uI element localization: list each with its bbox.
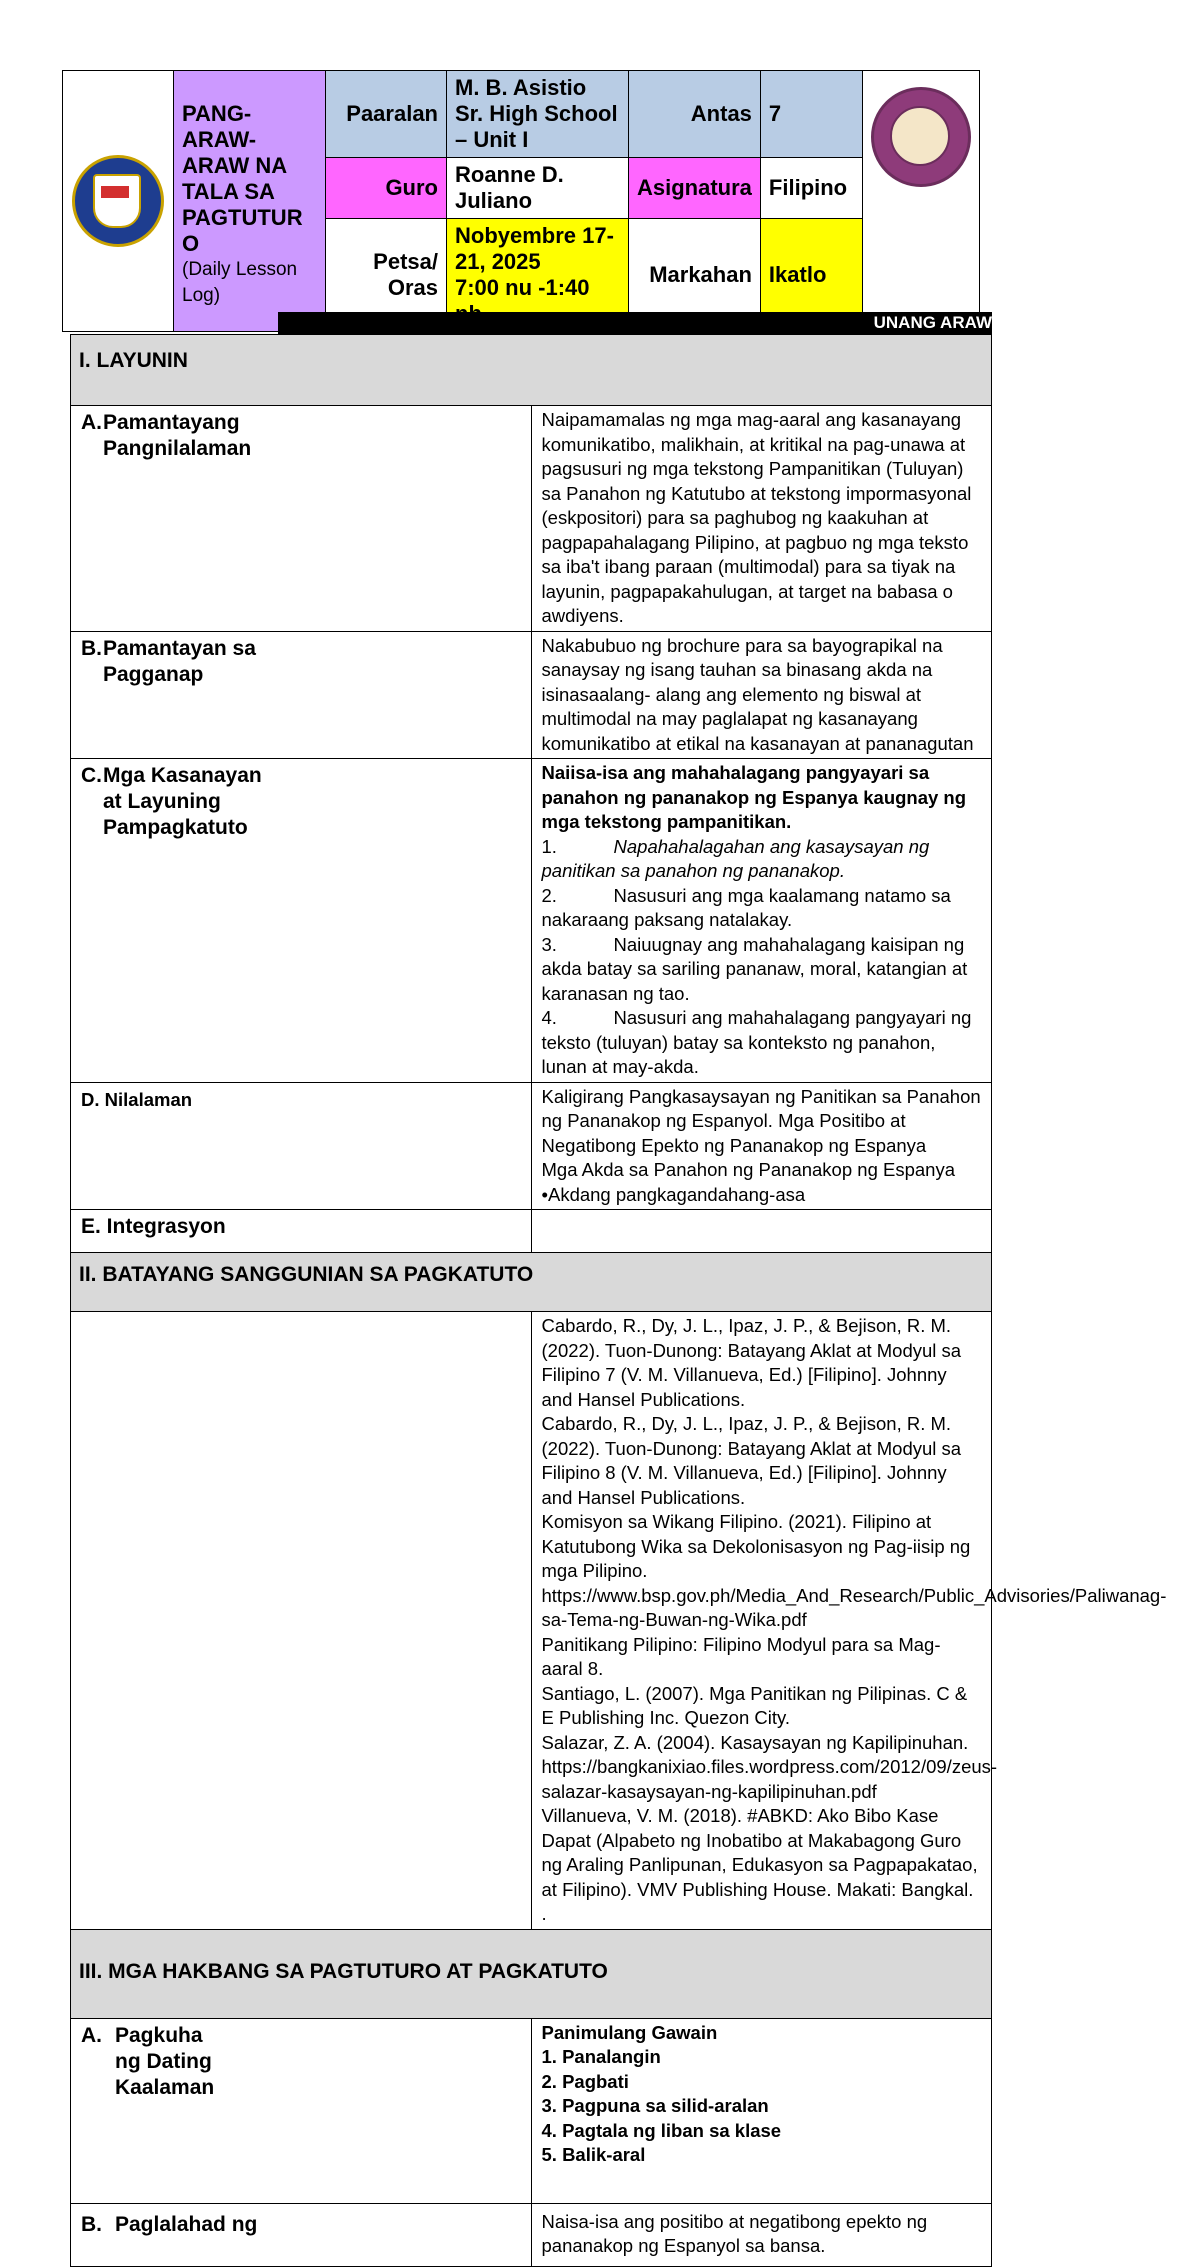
dll-subtitle: (Daily Lesson Log) [182,259,298,306]
c-item: 4. Nasusuri ang mahahalagang pangyayari ng teksto (tuluyan) batay sa konteksto ng panahon, lunan at may-akda. [541,1007,972,1077]
references-list [531,1312,1167,1930]
row-letter: C. [81,764,102,787]
row-b-label [71,631,532,759]
row-letter: B. [81,636,102,660]
c-item: 3. Naiuugnay ang mahahalagang kaisipan ng akda batay sa sariling pananaw, moral, katangian at karanasan ng tao. [541,933,968,1004]
row-e-text [531,1210,992,1253]
row-letter: A. [81,2023,102,2047]
petsa-date: Nobyembre 17-21, 2025 [455,223,614,274]
d-line: •Akdang pangkagandahang-asa [541,1183,806,1205]
reference-item: Komisyon sa Wikang Filipino. (2021). Filipino at Katutubong Wika sa Dekolonisasyon ng Pag-iisip ng mga Pilipino. [541,1511,971,1581]
c-item: 1. Napahahalagahan ang kasaysayan ng panitikan sa panahon ng pananakop. [541,835,930,881]
row-letter: A. [81,411,102,434]
dll-title [174,71,326,332]
step-a-item: 5. Balik-aral [541,2144,646,2165]
section-layunin: I. LAYUNIN [71,335,992,406]
row-title: Pamantayan sa Pagganap [103,636,256,686]
reference-item: Panitikang Pilipino: Filipino Modyul para sa Mag-aaral 8. [541,1633,941,1679]
guro-value: Roanne D. Juliano [447,158,629,219]
paaralan-value: M. B. Asistio Sr. High School – Unit I [447,71,629,158]
petsa-time: 7:00 nu -1:40 [455,275,590,300]
dll-title-line: TALA SA [182,179,275,204]
guro-label: Guro [326,158,447,219]
antas-label: Antas [629,71,761,158]
header-table [62,70,980,332]
lesson-table [70,334,1167,2267]
reference-link[interactable]: https://bangkanixiao.files.wordpress.com/2012/09/zeus-salazar-kasaysayan-ng-kapilipinuhan.pdf [541,1756,998,1802]
row-b-text: Nakabubuo ng brochure para sa bayograpikal na sanaysay ng isang tauhan sa binasang akda na isinasaalang- alang ang elemento ng biswal at multimodal na may paglalapat ng kasanayang komunikatibo at etikal na kasanayan at pananagutan [531,631,992,759]
reference-item: Cabardo, R., Dy, J. L., Ipaz, J. P., & Bejison, R. M. (2022). Tuon-Dunong: Batayang Aklat at Modyul sa Filipino 8 (V. M. Villanueva, Ed.) [Filipino]. Johnny and Hansel Publications. [541,1413,962,1508]
step-a-item: 2. Pagbati [541,2070,629,2092]
section-batayang: II. BATAYANG SANGGUNIAN SA PAGKATUTO [71,1253,992,1312]
deped-logo-cell [63,71,174,332]
asignatura-label: Asignatura [629,158,761,219]
step-b-text: Naisa-isa ang positibo at negatibong epekto ng pananakop ng Espanyol sa bansa. [531,2203,992,2266]
d-line: Mga Akda sa Panahon ng Pananakop ng Espanya [541,1159,955,1180]
reference-item: . [541,1903,547,1924]
references-label-empty [71,1312,532,1930]
dll-title-line: ARAW- [182,127,257,152]
asignatura-value: Filipino [760,158,862,219]
row-title: Pagkuha ng Dating Kaalaman [115,2023,215,2099]
reference-item: Villanueva, V. M. (2018). #ABKD: Ako Bibo Kase Dapat (Alpabeto ng Inobatibo at Makabagong Guro ng Araling Panlipunan, Edukasyon sa Pagpapakatao, at Filipino). VMV Publishing House. Makati: Bangkal. [541,1805,978,1900]
step-b-label [71,2203,532,2266]
antas-value: 7 [760,71,862,158]
c-item: 2. Nasusuri ang mga kaalamang natamo sa nakaraang paksang natalakay. [541,884,951,930]
row-d-label: D. Nilalaman [71,1082,532,1210]
step-a-item: 4. Pagtala ng liban sa klase [541,2119,782,2141]
reference-link[interactable]: https://www.bsp.gov.ph/Media_And_Research/Public_Advisories/Paliwanag-sa-Tema-ng-Buwan-ng-Wika.pdf [541,1584,1167,1630]
step-a-label [71,2018,532,2203]
row-a-text: Naipamamalas ng mga mag-aaral ang kasanayang komunikatibo, malikhain, at kritikal na pag-unawa at pagsusuri ng mga tekstong Pampanitikan (Tuluyan) sa Panahon ng Katutubo at tekstong impormasyonal (eskpositori) para sa paghubog ng kaakuhan at pagpapahalagang Pilipino, at pagbuo ng mga teksto sa iba't ibang paraan (multimodal) para sa tiyak na layunin, pagpapakahulugan, at target na babasa o awdiyens. [531,406,992,632]
dll-title-line: PAGTUTUR [182,205,303,230]
dll-title-line: O [182,231,200,256]
petsa-label: Petsa/ Oras [326,219,447,332]
day-label-bar: UNANG ARAW [278,312,992,334]
dll-title-line: ARAW NA [182,153,288,178]
reference-item: Santiago, L. (2007). Mga Panitikan ng Pilipinas. C & E Publishing Inc. Quezon City. [541,1682,968,1728]
row-c-label [71,759,532,1083]
row-title: Pamantayang Pangnilalaman [103,411,252,460]
dll-title-line: PANG- [182,101,252,126]
d-line: Kaligirang Pangkasaysayan ng Panitikan sa Panahon ng Pananakop ng Espanyol. Mga Positibo at Negatibong Epekto ng Pananakop ng Espanya [541,1085,981,1156]
c-intro: Naiisa-isa ang mahahalagang pangyayari sa panahon ng pananakop ng Espanya kaugnay ng mga tekstong pampanitikan. [541,762,967,832]
school-logo-cell [862,71,979,332]
paaralan-label: Paaralan [326,71,447,158]
row-title: Mga Kasanayan at Layuning Pampagkatuto [103,764,262,839]
markahan-label: Markahan [629,219,761,332]
row-a-label [71,406,532,632]
row-e-label: E. Integrasyon [71,1210,532,1253]
reference-item: Salazar, Z. A. (2004). Kasaysayan ng Kapilipinuhan. [541,1731,969,1753]
step-a-content [531,2018,992,2203]
row-d-content [531,1082,992,1210]
step-a-title: Panimulang Gawain [541,2021,718,2043]
row-letter: B. [81,2212,102,2236]
step-a-item: 3. Pagpuna sa silid-aralan [541,2095,769,2116]
deped-seal-icon [72,155,164,247]
row-title: Paglalahad ng [115,2212,258,2236]
reference-item: Cabardo, R., Dy, J. L., Ipaz, J. P., & Bejison, R. M. (2022). Tuon-Dunong: Batayang Aklat at Modyul sa Filipino 7 (V. M. Villanueva, Ed.) [Filipino]. Johnny and Hansel Publications. [541,1315,962,1410]
row-c-content [531,759,992,1083]
markahan-value: Ikatlo [760,219,862,332]
step-a-item: 1. Panalangin [541,2046,661,2067]
school-seal-icon [871,87,971,187]
section-hakbang: III. MGA HAKBANG SA PAGTUTURO AT PAGKATUTO [71,1929,992,2018]
